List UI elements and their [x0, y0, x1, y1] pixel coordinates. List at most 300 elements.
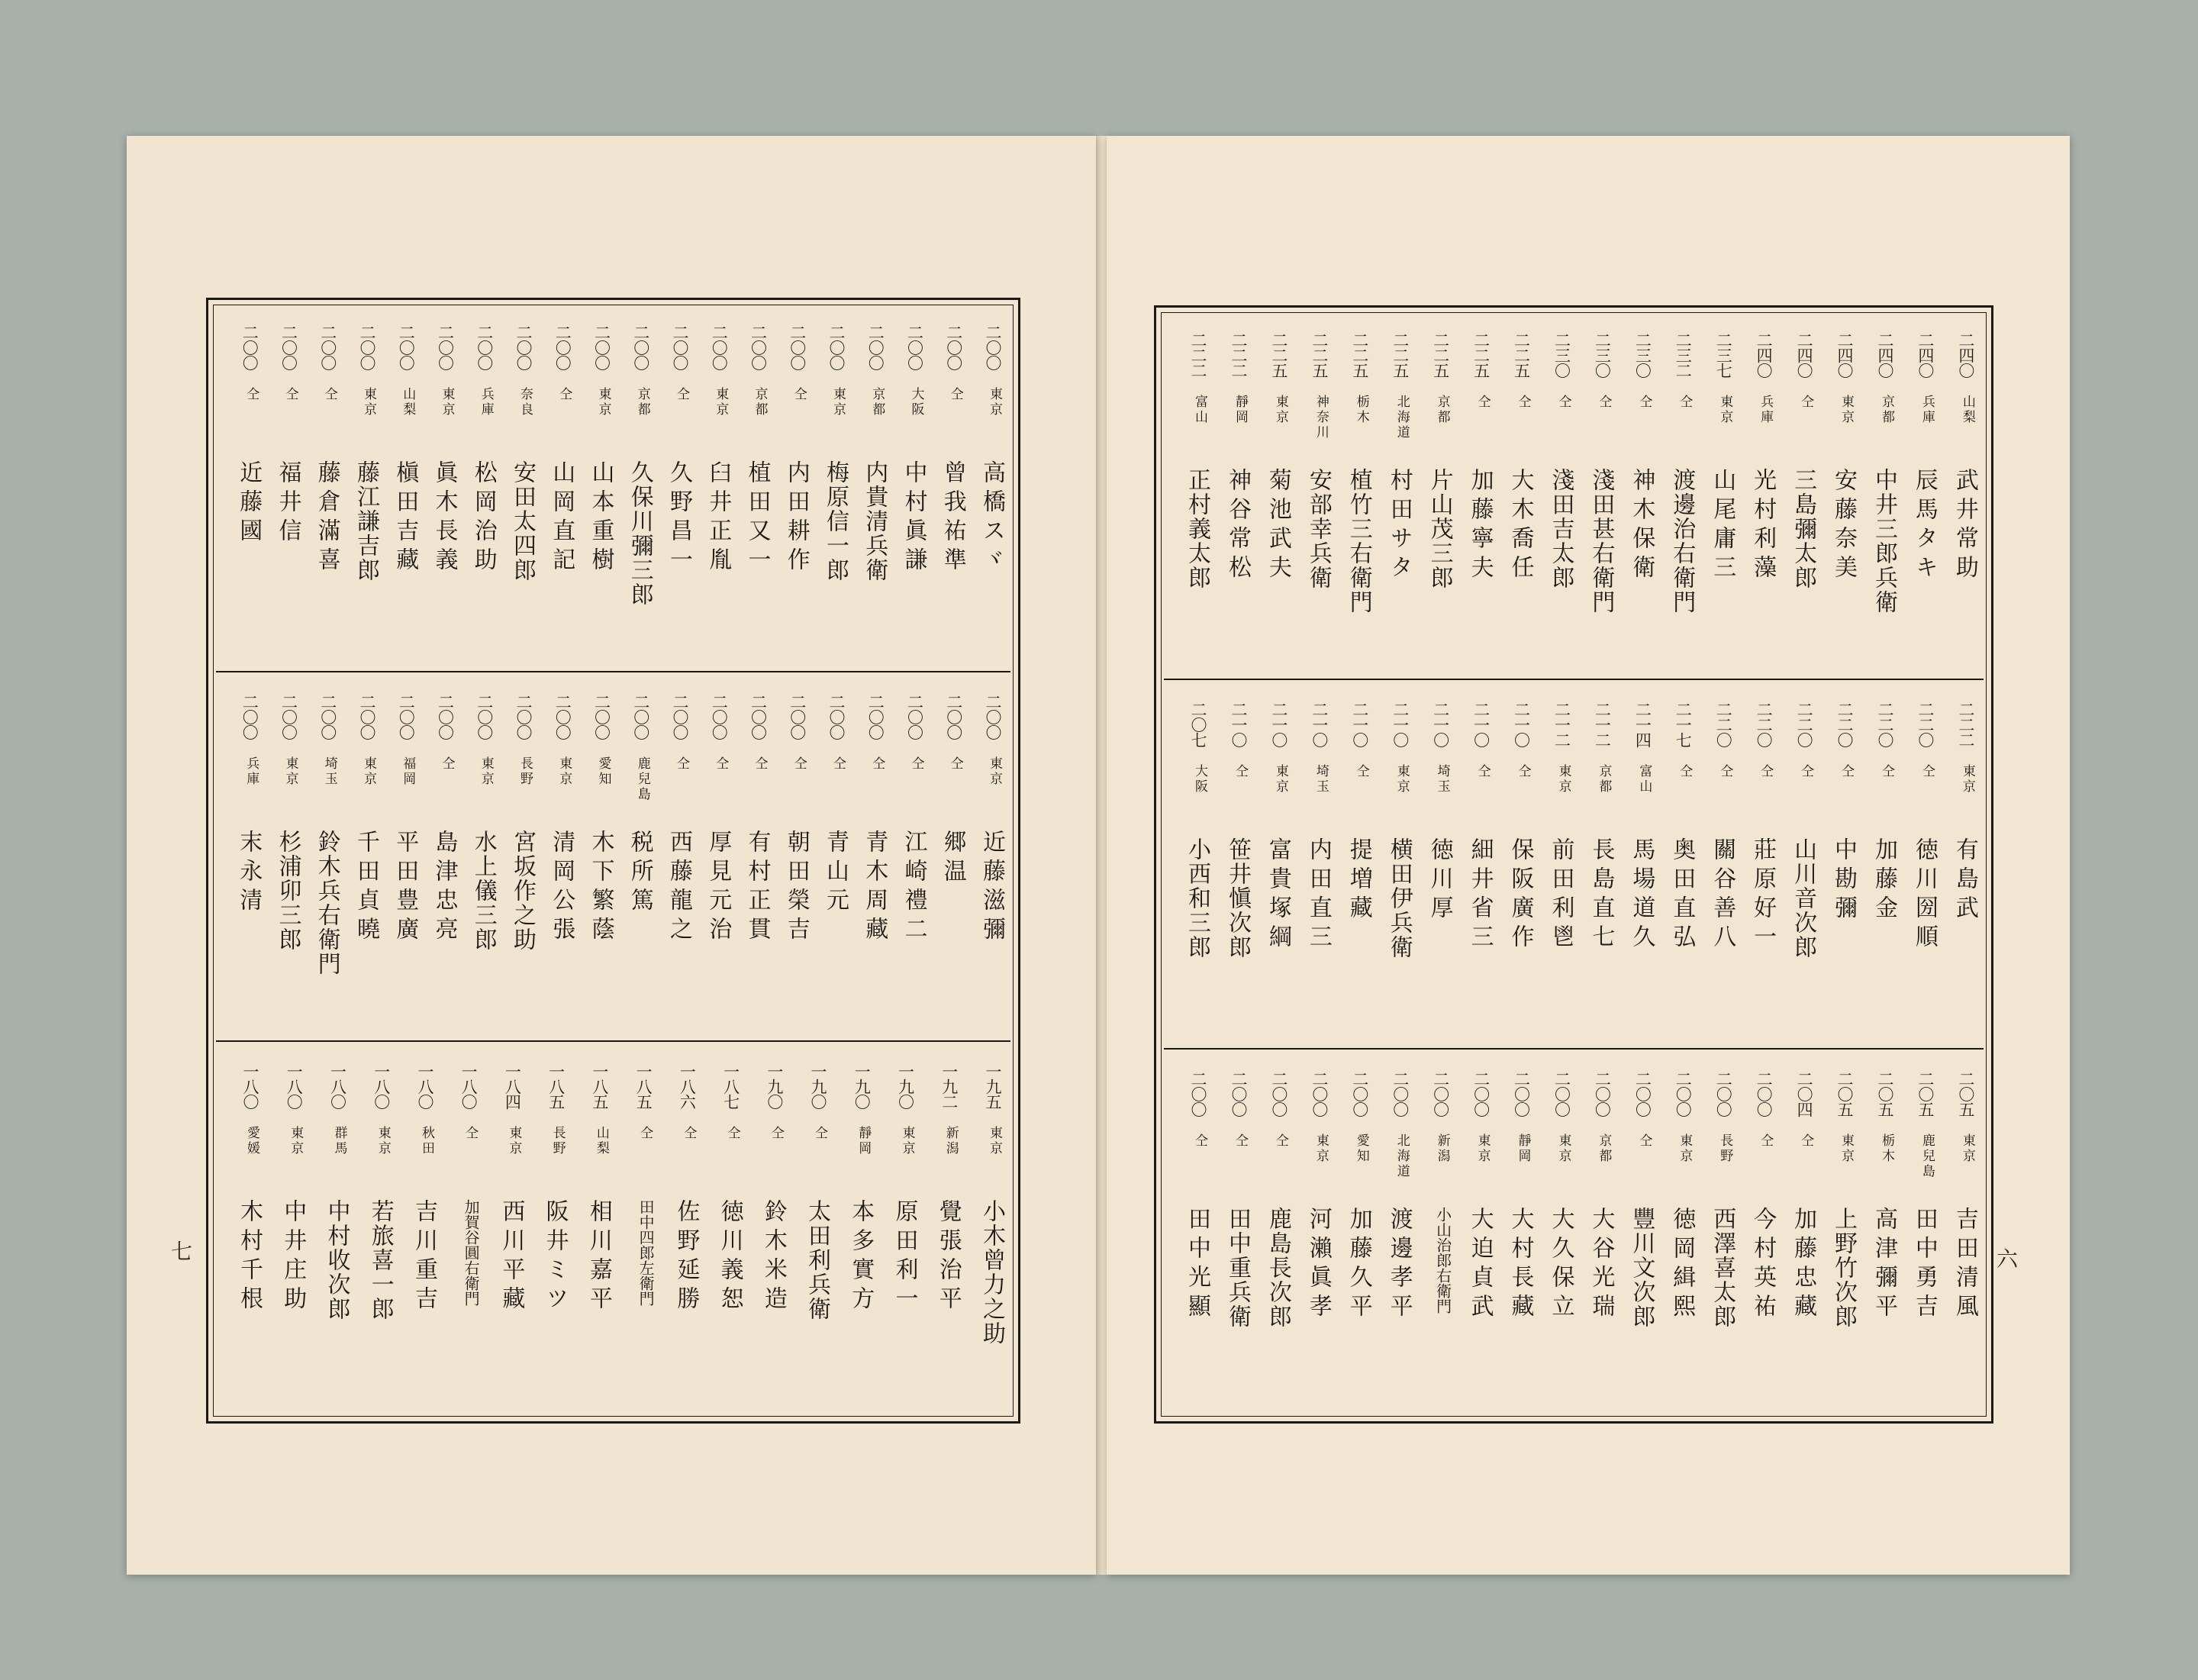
shareholder-name: 清岡公張 [548, 830, 575, 946]
list-entry [340, 677, 379, 1036]
prefecture: 兵庫 [1919, 395, 1935, 425]
prefecture: 京都 [752, 387, 768, 418]
list-entry [1614, 1054, 1654, 1413]
shareholder-name: 淺田吉太郎 [1547, 468, 1574, 590]
list-entry [1413, 685, 1452, 1043]
share-count: 二二二 [1229, 332, 1248, 378]
prefecture: 秋田 [418, 1126, 434, 1156]
list-entry [1938, 315, 1977, 674]
share-count: 一九〇 [809, 1063, 828, 1109]
share-count: 二一四 [1633, 701, 1652, 747]
prefecture: 仝 [1717, 764, 1733, 779]
share-count: 二二〇 [1875, 701, 1894, 747]
shareholder-name: 長島直七 [1587, 837, 1615, 953]
prefecture: 仝 [1232, 1133, 1248, 1149]
prefecture: 仝 [947, 387, 963, 402]
shareholder-name: 奥田直弘 [1668, 837, 1696, 953]
share-count: 二三〇 [1552, 332, 1571, 378]
prefecture: 仝 [1798, 395, 1814, 410]
share-count: 二〇〇 [866, 324, 885, 370]
prefecture: 仝 [1515, 395, 1531, 410]
shareholder-name: 内貴清兵衛 [861, 460, 888, 582]
list-entry [301, 308, 340, 666]
share-count: 二〇五 [1916, 1071, 1935, 1117]
prefecture: 仝 [1515, 764, 1531, 779]
prefecture: 靜岡 [856, 1126, 872, 1156]
share-count: 二〇〇 [279, 694, 298, 740]
shareholder-name: 武井常助 [1951, 468, 1978, 584]
share-count: 二〇〇 [671, 324, 689, 370]
share-count: 二〇〇 [436, 694, 455, 740]
list-entry [266, 1046, 305, 1405]
prefecture: 愛知 [1353, 1133, 1369, 1164]
list-entry [790, 1046, 830, 1405]
shareholder-name: 久野昌一 [666, 460, 692, 576]
shareholder-name: 佐野延勝 [672, 1199, 700, 1315]
prefecture: 仝 [1758, 764, 1774, 779]
list-entry [535, 308, 574, 666]
share-count: 二〇〇 [1755, 1071, 1774, 1117]
list-entry [496, 308, 535, 666]
share-count: 二〇〇 [788, 324, 807, 370]
share-count: 二二〇 [1795, 701, 1814, 747]
prefecture: 埼玉 [321, 756, 337, 787]
list-entry [1533, 685, 1573, 1043]
share-count: 二〇〇 [710, 324, 729, 370]
prefecture: 北海道 [1394, 395, 1410, 440]
share-count: 二二五 [1350, 332, 1369, 378]
shareholder-name: 原田利一 [891, 1199, 918, 1315]
share-count: 二〇〇 [827, 324, 846, 370]
list-entry [1695, 1054, 1735, 1413]
share-count: 二〇〇 [592, 694, 611, 740]
band-divider [216, 1040, 1010, 1042]
shareholder-name: 近藤滋彌 [978, 830, 1005, 946]
prefecture: 山梨 [1959, 395, 1975, 425]
list-entry [1857, 1054, 1897, 1413]
shareholder-name: 有村正貫 [743, 830, 771, 946]
list-entry [1372, 685, 1412, 1043]
right-page-frame [1154, 305, 1993, 1424]
shareholder-name: 田中光顯 [1184, 1207, 1210, 1323]
share-count: 二〇〇 [318, 694, 337, 740]
share-count: 二〇〇 [1593, 1071, 1612, 1117]
prefecture: 長野 [550, 1126, 566, 1156]
prefecture: 東京 [1272, 395, 1288, 425]
share-count: 一八五 [590, 1063, 609, 1109]
prefecture: 鹿兒島 [1919, 1133, 1935, 1179]
prefecture: 仝 [869, 756, 885, 772]
prefecture: 兵庫 [243, 756, 259, 787]
list-entry [1816, 685, 1856, 1043]
share-count: 二〇〇 [944, 324, 963, 370]
left-band-2 [216, 677, 1010, 1036]
prefecture: 仝 [1474, 764, 1491, 779]
prefecture: 東京 [361, 387, 376, 418]
prefecture: 東京 [361, 756, 376, 787]
shareholder-name: 馬場道久 [1628, 837, 1655, 953]
share-count: 二〇〇 [475, 694, 494, 740]
list-entry [417, 308, 456, 666]
shareholder-name: 鈴木米造 [759, 1199, 787, 1315]
shareholder-name: 細井省三 [1466, 837, 1494, 953]
shareholder-name: 厚見元治 [704, 830, 732, 946]
share-count: 二〇〇 [1229, 1071, 1248, 1117]
share-count: 二二五 [1431, 332, 1450, 378]
list-entry [1857, 685, 1897, 1043]
prefecture: 京都 [634, 387, 650, 418]
share-count: 二〇〇 [592, 324, 611, 370]
share-count: 二二五 [1512, 332, 1531, 378]
shareholder-name: 加藤忠藏 [1790, 1207, 1817, 1323]
prefecture: 仝 [768, 1126, 784, 1141]
shareholder-name: 渡邊治右衛門 [1668, 468, 1696, 614]
prefecture: 山梨 [400, 387, 416, 418]
share-count: 一八〇 [372, 1063, 391, 1109]
list-entry [379, 677, 417, 1036]
shareholder-name: 西川平藏 [498, 1199, 525, 1315]
shareholder-name: 徳川義恕 [716, 1199, 743, 1315]
prefecture: 福岡 [400, 756, 416, 787]
shareholder-name: 千田貞曉 [353, 830, 379, 946]
shareholder-name: 小西和三郎 [1184, 837, 1210, 959]
share-count: 二〇五 [1956, 1071, 1975, 1117]
share-count: 二四〇 [1875, 332, 1894, 378]
prefecture: 仝 [1839, 764, 1854, 779]
share-count: 二〇〇 [1431, 1071, 1450, 1117]
list-entry [1614, 685, 1654, 1043]
list-entry [1453, 315, 1493, 674]
prefecture: 仝 [1758, 1133, 1774, 1149]
prefecture: 東京 [1394, 764, 1410, 795]
shareholder-name: 中村眞謙 [900, 460, 927, 576]
shareholder-name: 三島彌太郎 [1790, 468, 1817, 590]
list-entry [1776, 315, 1816, 674]
list-entry [848, 308, 887, 666]
shareholder-name: 江崎禮二 [900, 830, 927, 946]
shareholder-name: 末永清 [235, 830, 263, 917]
prefecture: 仝 [1636, 1133, 1652, 1149]
share-count: 二〇〇 [514, 694, 533, 740]
shareholder-name: 大迫貞武 [1466, 1207, 1494, 1323]
shareholder-name: 山川音次郎 [1790, 837, 1817, 959]
prefecture: 仝 [681, 1126, 697, 1141]
prefecture: 大阪 [1192, 764, 1207, 795]
list-entry [535, 677, 574, 1036]
share-count: 二〇〇 [1391, 1071, 1410, 1117]
list-entry [379, 308, 417, 666]
shareholder-name: 光村利藻 [1749, 468, 1777, 584]
share-count: 一八七 [721, 1063, 740, 1109]
list-entry [1655, 685, 1694, 1043]
share-count: 一八六 [678, 1063, 697, 1109]
shareholder-name: 宮坂作之助 [509, 830, 536, 952]
list-entry [1494, 315, 1533, 674]
share-count: 二三七 [1714, 332, 1733, 378]
shareholder-name: 豐川文次郎 [1628, 1207, 1655, 1329]
prefecture: 東京 [830, 387, 846, 418]
prefecture: 栃木 [1353, 395, 1369, 425]
share-count: 一九二 [939, 1063, 959, 1109]
shareholder-name: 田中重兵衛 [1223, 1207, 1251, 1329]
list-entry [1857, 315, 1897, 674]
band-divider [1164, 1048, 1984, 1050]
share-count: 二〇〇 [631, 324, 650, 370]
share-count: 二三二 [1674, 332, 1693, 378]
shareholder-name: 木村千根 [236, 1199, 263, 1315]
shareholder-name: 笹井愼次郎 [1223, 837, 1251, 959]
shareholder-name: 郷温 [939, 830, 966, 888]
share-count: 二〇〇 [318, 324, 337, 370]
share-count: 二〇〇 [905, 694, 924, 740]
list-entry [1736, 1054, 1775, 1413]
shareholder-name: 富貴塚綱 [1264, 837, 1291, 953]
list-entry [1533, 1054, 1573, 1413]
prefecture: 仝 [1677, 395, 1693, 410]
prefecture: 東京 [439, 387, 455, 418]
prefecture: 東京 [556, 756, 572, 787]
list-entry [301, 677, 340, 1036]
list-entry [1938, 685, 1977, 1043]
prefecture: 仝 [1636, 395, 1652, 410]
shareholder-name: 山尾庸三 [1709, 468, 1736, 584]
share-count: 二〇〇 [240, 324, 259, 370]
list-entry [887, 308, 926, 666]
prefecture: 仝 [556, 387, 572, 402]
list-entry [1210, 1054, 1250, 1413]
share-count: 二〇〇 [984, 694, 1002, 740]
list-entry [1210, 315, 1250, 674]
share-count: 二二五 [1269, 332, 1288, 378]
share-count: 二二〇 [1835, 701, 1854, 747]
share-count: 二〇五 [1875, 1071, 1894, 1117]
prefecture: 東京 [1717, 395, 1733, 425]
share-count: 二〇〇 [631, 694, 650, 740]
shareholder-name: 梅原信一郎 [822, 460, 849, 582]
share-count: 二二〇 [1714, 701, 1733, 747]
list-entry [1413, 315, 1452, 674]
shareholder-name: 大村長藏 [1507, 1207, 1534, 1323]
prefecture: 仝 [713, 756, 729, 772]
prefecture: 京都 [1878, 395, 1894, 425]
list-entry [309, 1046, 349, 1405]
prefecture: 山梨 [593, 1126, 609, 1156]
prefecture: 富山 [1192, 395, 1207, 425]
list-entry [222, 1046, 262, 1405]
shareholder-name: 辰馬タキ [1910, 468, 1938, 584]
shareholder-name: 安田太四郎 [509, 460, 536, 582]
list-entry [1291, 1054, 1331, 1413]
shareholder-name: 吉田清風 [1951, 1207, 1978, 1323]
prefecture: 仝 [947, 756, 963, 772]
share-count: 二〇〇 [279, 324, 298, 370]
shareholder-name: 山岡直記 [548, 460, 575, 576]
shareholder-name: 水上儀三郎 [469, 830, 497, 952]
list-entry [1413, 1054, 1452, 1413]
list-entry [1251, 1054, 1291, 1413]
prefecture: 東京 [1555, 764, 1571, 795]
share-count: 二〇〇 [905, 324, 924, 370]
prefecture: 仝 [752, 756, 768, 772]
right-band-1 [1164, 315, 1984, 674]
prefecture: 京都 [1434, 395, 1450, 425]
prefecture: 仝 [674, 387, 689, 402]
prefecture: 仝 [908, 756, 924, 772]
share-count: 二一〇 [1310, 701, 1329, 747]
prefecture: 東京 [899, 1126, 915, 1156]
shareholder-name: 大久保立 [1547, 1207, 1574, 1323]
list-entry [457, 308, 496, 666]
list-entry [417, 677, 456, 1036]
prefecture: 仝 [1192, 1133, 1207, 1149]
share-count: 二一〇 [1350, 701, 1369, 747]
prefecture: 東京 [1839, 395, 1854, 425]
share-count: 一九五 [983, 1063, 1002, 1109]
share-count: 二〇〇 [436, 324, 455, 370]
left-band-3 [216, 1046, 1010, 1405]
list-entry [878, 1046, 917, 1405]
prefecture: 仝 [1596, 395, 1612, 410]
list-entry [1776, 685, 1816, 1043]
shareholder-name: 正村義太郎 [1184, 468, 1210, 590]
list-entry [691, 677, 730, 1036]
shareholder-name: 大谷光瑞 [1587, 1207, 1615, 1323]
list-entry [1170, 1054, 1210, 1413]
shareholder-name: 植田又一 [743, 460, 771, 576]
list-entry [261, 308, 300, 666]
shareholder-name: 片山茂三郎 [1426, 468, 1453, 590]
list-entry [1494, 685, 1533, 1043]
prefecture: 仝 [812, 1126, 828, 1141]
prefecture: 東京 [1555, 1133, 1571, 1164]
share-count: 二〇〇 [827, 694, 846, 740]
shareholder-name: 税所篤 [626, 830, 653, 917]
prefecture: 兵庫 [1758, 395, 1774, 425]
prefecture: 仝 [1677, 764, 1693, 779]
shareholder-name: 山本重樹 [587, 460, 614, 576]
list-entry [691, 308, 730, 666]
share-count: 二〇〇 [240, 694, 259, 740]
list-entry [921, 1046, 961, 1405]
list-entry [1494, 1054, 1533, 1413]
share-count: 二一〇 [1471, 701, 1491, 747]
share-count: 二〇〇 [749, 694, 768, 740]
list-entry [965, 308, 1004, 666]
shareholder-name: 鹿島長次郎 [1264, 1207, 1291, 1329]
prefecture: 仝 [1798, 1133, 1814, 1149]
share-count: 二二〇 [1755, 701, 1774, 747]
shareholder-name: 藤倉滿喜 [313, 460, 340, 576]
shareholder-name: 太田利兵衛 [804, 1199, 831, 1321]
share-count: 二〇〇 [1714, 1071, 1733, 1117]
share-count: 二〇〇 [710, 694, 729, 740]
shareholder-name: 本多實方 [847, 1199, 875, 1315]
list-entry [353, 1046, 393, 1405]
list-entry [1170, 315, 1210, 674]
share-count: 二〇〇 [1350, 1071, 1369, 1117]
prefecture: 東京 [713, 387, 729, 418]
shareholder-name: 中村收次郎 [323, 1199, 350, 1321]
shareholder-name: 西藤龍之 [666, 830, 692, 946]
list-entry [1736, 315, 1775, 674]
list-entry [1372, 315, 1412, 674]
shareholder-name: 莊原好一 [1749, 837, 1777, 953]
list-entry [614, 308, 653, 666]
list-entry [572, 1046, 611, 1405]
shareholder-name: 上野竹次郎 [1830, 1207, 1857, 1329]
shareholder-name: 前田利鬯 [1547, 837, 1574, 953]
share-count: 二〇〇 [984, 324, 1002, 370]
share-count: 一九〇 [852, 1063, 872, 1109]
shareholder-name: 徳川圀順 [1910, 837, 1938, 953]
list-entry [927, 308, 965, 666]
prefecture: 東京 [1959, 1133, 1975, 1164]
band-divider [216, 671, 1010, 672]
prefecture: 仝 [791, 756, 807, 772]
shareholder-name: 小山治郎右衛門 [1433, 1207, 1452, 1314]
prefecture: 鹿兒島 [634, 756, 650, 802]
prefecture: 新潟 [1434, 1133, 1450, 1164]
prefecture: 新潟 [943, 1126, 959, 1156]
list-entry [730, 308, 769, 666]
shareholder-name: 加藤金 [1870, 837, 1897, 924]
shareholder-name: 徳川厚 [1426, 837, 1453, 924]
shareholder-name: 菊池武夫 [1264, 468, 1291, 584]
shareholder-name: 中勘彌 [1830, 837, 1857, 924]
list-entry [770, 308, 809, 666]
shareholder-name: 横田伊兵衛 [1385, 837, 1413, 959]
share-count: 二〇〇 [397, 324, 416, 370]
list-entry [1655, 315, 1694, 674]
list-entry [1897, 685, 1937, 1043]
prefecture: 長野 [1717, 1133, 1733, 1164]
list-entry [703, 1046, 743, 1405]
share-count: 一八〇 [415, 1063, 434, 1109]
shareholder-name: 若旅喜一郎 [366, 1199, 394, 1321]
shareholder-name: 加賀谷圓右衛門 [462, 1199, 481, 1306]
list-entry [1574, 685, 1613, 1043]
prefecture: 仝 [321, 387, 337, 402]
share-count: 二〇〇 [1269, 1071, 1288, 1117]
shareholder-name: 阪井ミツ [541, 1199, 569, 1315]
prefecture: 仝 [724, 1126, 740, 1141]
list-entry [397, 1046, 437, 1405]
shareholder-name: 福井信 [274, 460, 301, 547]
list-entry [927, 677, 965, 1036]
list-entry [1655, 1054, 1694, 1413]
prefecture: 富山 [1636, 764, 1652, 795]
list-entry [574, 308, 613, 666]
prefecture: 神奈川 [1313, 395, 1329, 440]
prefecture: 仝 [1272, 1133, 1288, 1149]
prefecture: 東京 [986, 1126, 1002, 1156]
list-entry [1776, 1054, 1816, 1413]
list-entry [261, 677, 300, 1036]
shareholder-name: 眞木長義 [430, 460, 458, 576]
prefecture: 仝 [830, 756, 846, 772]
prefecture: 仝 [791, 387, 807, 402]
prefecture: 長野 [517, 756, 533, 787]
list-entry [1291, 685, 1331, 1043]
prefecture: 東京 [375, 1126, 391, 1156]
share-count: 二〇〇 [358, 324, 376, 370]
list-entry [965, 1046, 1004, 1405]
shareholder-name: 藤江謙吉郎 [353, 460, 379, 582]
prefecture: 東京 [595, 387, 611, 418]
prefecture: 靜岡 [1232, 395, 1248, 425]
share-count: 二四〇 [1916, 332, 1935, 378]
share-count: 二二五 [1471, 332, 1491, 378]
